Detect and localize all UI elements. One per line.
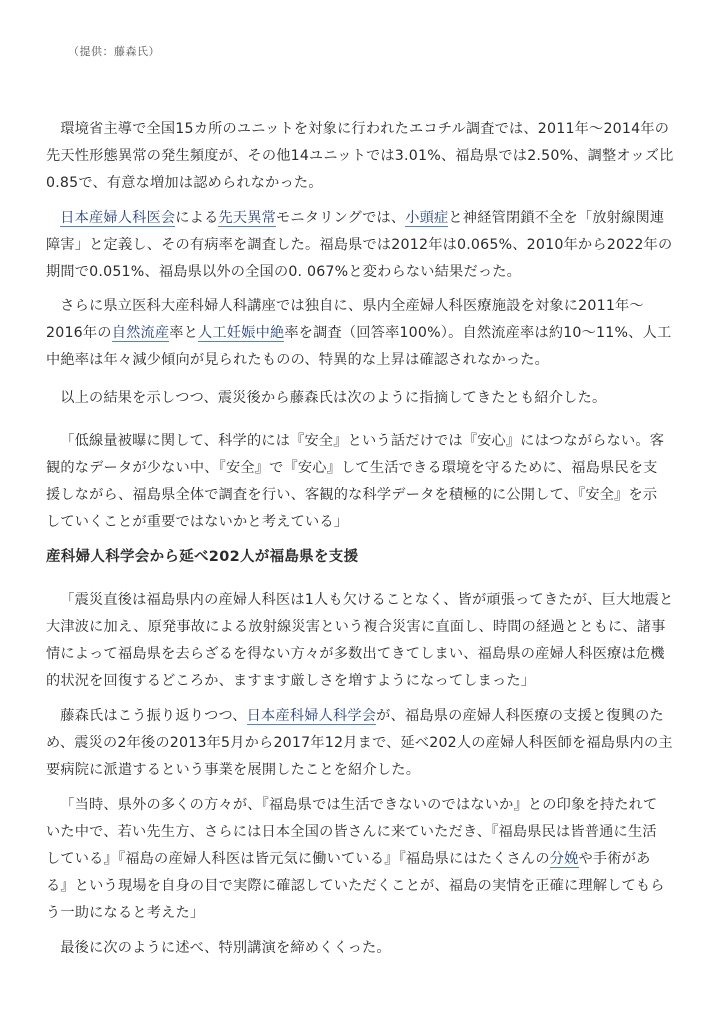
- text-line: [46, 320, 686, 347]
- text-fragment: 率と: [169, 325, 199, 341]
- text-line: 環境省主導で全国15カ所のユニットを対象に行われたエコチル調査では、2011年～2014年の: [60, 121, 670, 137]
- text-fragment: 2016年の: [46, 325, 112, 341]
- text-fragment: 率を調査（回答率100%）。自然流産率は約10～11%、人工: [284, 325, 672, 341]
- text-fragment: モニタリングでは、: [276, 210, 406, 226]
- paragraph-summary: [46, 385, 686, 412]
- text-line: [46, 703, 686, 730]
- text-line: 観的なデータが少ない中、『安全』で『安心』して生活できる環境を守るために、福島県民を支: [46, 460, 658, 476]
- paragraph-quote-reality: [46, 792, 686, 927]
- text-line: 期間で0.051%、福島県以外の全国の0. 067%と変わらない結果だった。: [46, 264, 521, 280]
- photo-credit-caption: （提供：藤森氏）: [68, 45, 160, 58]
- text-line: 最後に次のように述べ、特別講演を締めくくった。: [60, 940, 391, 956]
- text-line: う一助になると考えた」: [46, 905, 205, 921]
- text-line: いた中で、若い先生方、さらには日本全国の皆さんに来ていただき、『福島県民は皆普通に生活: [46, 824, 657, 840]
- paragraph-eco-child-study: [46, 116, 686, 197]
- paragraph-quote-disaster: [46, 587, 686, 695]
- text-line: 大津波に加え、原発事故による放射線災害という複合災害に直面し、時間の経過とともに、諸事: [46, 619, 666, 635]
- text-line: さらに県立医科大産科婦人科講座では独自に、県内全産婦人科医療施設を対象に2011年～: [60, 298, 644, 314]
- paragraph-monitoring: [46, 205, 686, 286]
- text-fragment: と神経管閉鎖不全を「放射線関連: [448, 210, 665, 226]
- link-spontaneous-abortion[interactable]: 自然流産: [111, 325, 170, 341]
- paragraph-quote-safety: [46, 428, 686, 536]
- text-line: 0.85で、有意な増加は認められなかった。: [46, 175, 323, 191]
- text-line: 「当時、県外の多くの方々が、『福島県では生活できないのではないか』との印象を持たれて: [60, 797, 658, 813]
- text-line: 情によって福島県を去らざるを得ない方々が多数出てきてしまい、福島県の産婦人科医療は危機: [46, 646, 665, 662]
- text-line: 援しながら、福島県全体で調査を行い、客観的な科学データを積極的に公開して、『安全』を示: [46, 487, 658, 503]
- text-line: [46, 205, 686, 232]
- text-line: 以上の結果を示しつつ、震災後から藤森氏は次のように指摘してきたとも紹介した。: [60, 390, 607, 406]
- text-fragment: や手術があ: [578, 851, 651, 867]
- text-fragment: による: [175, 210, 219, 226]
- text-line: 要病院に派遣するという事業を展開したことを紹介した。: [46, 762, 421, 778]
- text-fragment: が、福島県の産婦人科医療の支援と復興のた: [376, 708, 664, 724]
- text-fragment: している』『福島の産婦人科医は皆元気に働いている』『福島県にはたくさんの: [46, 851, 550, 867]
- paragraph-prefectural-study: [46, 293, 686, 374]
- text-line: 「震災直後は福島県内の産婦人科医は1人も欠けることなく、皆が頑張ってきたが、巨大地震と: [60, 592, 674, 608]
- link-jaog[interactable]: 日本産婦人科医会: [60, 210, 176, 226]
- paragraph-closing: [46, 935, 686, 962]
- link-jsog[interactable]: 日本産科婦人科学会: [246, 708, 377, 724]
- link-induced-abortion[interactable]: 人工妊娠中絶: [198, 325, 285, 341]
- text-line: [46, 846, 686, 873]
- text-line: め、震災の2年後の2013年5月から2017年12月まで、延べ202人の産婦人科医師を福島県内の主: [46, 735, 673, 751]
- paragraph-support-program: [46, 703, 686, 784]
- text-fragment: 藤森氏はこう振り返りつつ、: [60, 708, 247, 724]
- text-line: 中絶率は年々減少傾向が見られたものの、特異的な上昇は確認されなかった。: [46, 352, 549, 368]
- text-line: 先天性形態異常の発生頻度が、その他14ユニットでは3.01%、福島県では2.50%、調整オッズ比: [46, 148, 674, 164]
- link-childbirth[interactable]: 分娩: [549, 851, 579, 867]
- link-congenital-anomaly[interactable]: 先天異常: [218, 210, 277, 226]
- text-line: 「低線量被曝に関して、科学的には『安全』という話だけでは『安心』にはつながらない。客: [60, 433, 665, 449]
- text-line: していくことが重要ではないかと考えている」: [46, 514, 349, 530]
- text-line: る』という現場を自身の目で実際に確認していただくことが、福島の実情を正確に理解してもら: [46, 878, 665, 894]
- link-microcephaly[interactable]: 小頭症: [405, 210, 449, 226]
- section-heading: 産科婦人科学会から延べ202人が福島県を支援: [46, 549, 359, 565]
- text-line: 障害」と定義し、その有病率を調査した。福島県では2012年は0.065%、2010年から2022年の: [46, 237, 673, 253]
- text-line: 的状況を回復するどころか、ますます厳しさを増すようになってしまった」: [46, 673, 536, 689]
